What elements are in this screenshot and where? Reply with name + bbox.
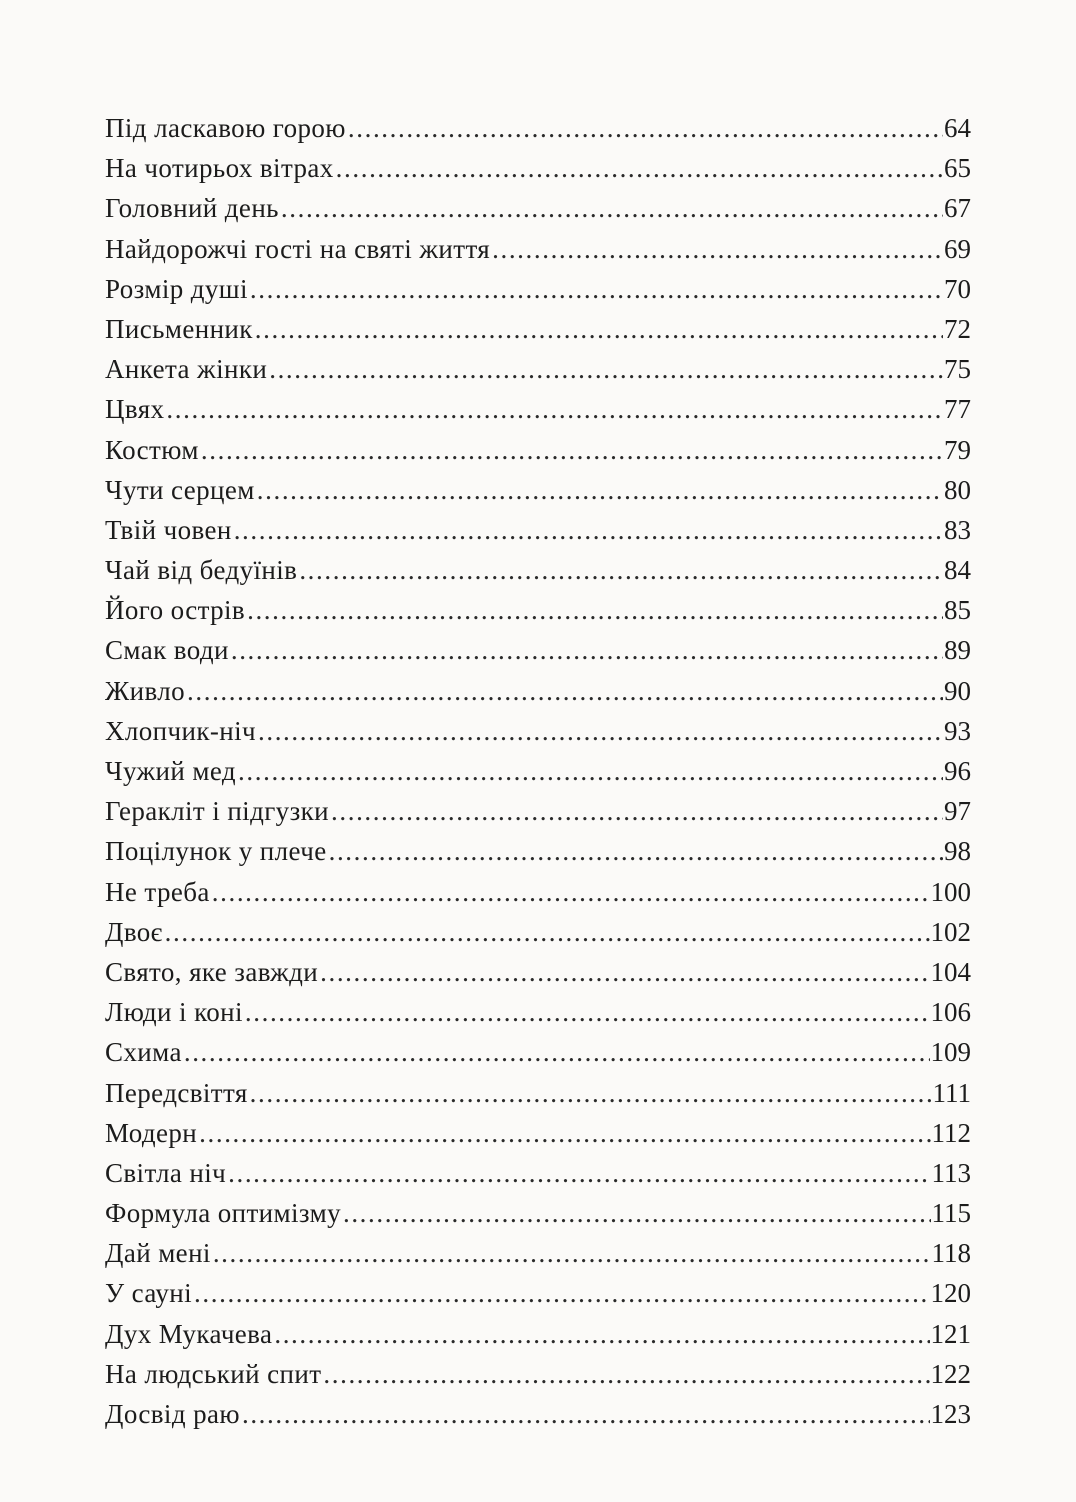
dot-leader [165,912,930,952]
toc-entry-title: Чай від бедуїнів [105,555,298,586]
toc-entry [105,1032,971,1072]
toc-entry-title: Люди і коні [105,997,243,1028]
toc-entry-title: Двоє [105,916,163,947]
toc-entry-title: Модерн [105,1117,198,1148]
toc-entry [105,751,971,791]
toc-entry [105,952,971,992]
toc-entry [105,309,971,349]
toc-entry-page-number: 75 [944,354,971,385]
toc-entry [105,831,971,871]
toc-entry-title: Світла ніч [105,1157,227,1188]
dot-leader [212,872,930,912]
toc-entry-title: Чути серцем [105,474,255,505]
toc-entry [105,389,971,429]
toc-entry-page-number: 67 [944,193,971,224]
dot-leader [166,389,943,429]
toc-entry-title: Досвід раю [105,1399,240,1429]
toc-entry-page-number: 123 [930,1399,971,1429]
dot-leader [343,1193,931,1233]
toc-entry-title: Передсвіття [105,1077,248,1108]
toc-entry-title: Його острів [105,595,246,626]
toc-entry-title: Геракліт і підгузки [105,796,330,827]
toc-entry-page-number: 111 [932,1077,971,1108]
toc-entry [105,470,971,510]
dot-leader [238,751,943,791]
toc-entry-title: Дух Мукачева [105,1318,273,1349]
toc-entry [105,1314,971,1354]
toc-entry-page-number: 96 [944,756,971,786]
toc-entry [105,1354,971,1394]
dot-leader [250,269,943,309]
dot-leader [199,1113,930,1153]
toc-entry-title: Цвях [105,394,165,425]
toc-entry [105,630,971,670]
toc-entry-page-number: 90 [944,675,971,706]
toc-entry [105,430,971,470]
toc-entry-title: Чужий мед [105,756,237,786]
toc-entry [105,872,971,912]
dot-leader [331,791,943,831]
toc-entry-page-number: 83 [944,514,971,545]
dot-leader [492,229,943,269]
toc-entry-page-number: 121 [930,1318,971,1349]
toc-entry [105,1153,971,1193]
toc-entry-title: Живло [105,675,186,706]
toc-entry [105,269,971,309]
toc-entry [105,349,971,389]
dot-leader [250,1073,932,1113]
toc-entry-title: Поцілунок у плече [105,836,327,867]
toc-entry-page-number: 80 [944,474,971,505]
toc-entry-title: Головний день [105,193,279,224]
toc-entry-title: Костюм [105,434,199,465]
toc-entry [105,992,971,1032]
toc-entry-page-number: 79 [944,434,971,465]
dot-leader [234,510,943,550]
dot-leader [194,1273,929,1313]
toc-entry-title: Дай мені [105,1238,211,1269]
toc-entry-page-number: 70 [944,273,971,304]
dot-leader [184,1032,930,1072]
toc-entry-page-number: 85 [944,595,971,626]
dot-leader [320,952,929,992]
table-of-contents [105,108,971,1434]
toc-entry-page-number: 109 [930,1037,971,1068]
dot-leader [323,1354,929,1394]
toc-entry-title: Смак води [105,635,229,666]
toc-entry [105,229,971,269]
toc-entry [105,1073,971,1113]
dot-leader [257,470,943,510]
toc-entry [105,188,971,228]
toc-entry-title: Схима [105,1037,182,1068]
toc-entry-page-number: 112 [931,1117,971,1148]
toc-entry-page-number: 97 [944,796,971,827]
toc-entry-page-number: 72 [944,313,971,344]
toc-entry-page-number: 120 [930,1278,971,1309]
toc-entry [105,791,971,831]
toc-entry-page-number: 106 [930,997,971,1028]
dot-leader [245,992,930,1032]
dot-leader [247,590,943,630]
toc-entry-title: На людський спит [105,1358,322,1389]
toc-entry-page-number: 113 [931,1157,971,1188]
dot-leader [228,1153,930,1193]
toc-entry [105,510,971,550]
toc-entry-page-number: 65 [944,153,971,184]
toc-entry [105,1113,971,1153]
toc-entry [105,1193,971,1233]
toc-entry-page-number: 69 [944,233,971,264]
toc-entry [105,711,971,751]
dot-leader [269,349,943,389]
toc-entry-page-number: 84 [944,555,971,586]
toc-entry-title: Формула оптимізму [105,1198,341,1229]
toc-entry [105,550,971,590]
toc-entry [105,1273,971,1313]
toc-entry-title: Свято, яке завжди [105,956,319,987]
toc-entry-page-number: 64 [944,113,971,143]
toc-entry-title: Не треба [105,876,210,907]
dot-leader [329,831,943,871]
toc-entry-title: На чотирьох вітрах [105,153,334,184]
toc-entry-title: Під ласкавою горою [105,113,346,143]
toc-entry-title: Хлопчик-ніч [105,715,256,746]
toc-entry-title: Розмір душі [105,273,248,304]
dot-leader [258,711,943,751]
dot-leader [274,1314,929,1354]
toc-entry [105,148,971,188]
dot-leader [187,671,943,711]
toc-entry-title: Письменник [105,313,253,344]
toc-entry-page-number: 89 [944,635,971,666]
toc-entry [105,912,971,952]
toc-entry [105,671,971,711]
toc-entry-page-number: 122 [930,1358,971,1389]
toc-entry [105,108,971,148]
toc-entry-page-number: 98 [944,836,971,867]
toc-entry [105,1233,971,1273]
toc-entry-page-number: 77 [944,394,971,425]
toc-entry-page-number: 115 [931,1198,971,1229]
dot-leader [348,108,943,148]
dot-leader [201,430,943,470]
toc-entry [105,590,971,630]
toc-entry-page-number: 93 [944,715,971,746]
dot-leader [336,148,943,188]
toc-entry-title: Твій човен [105,514,232,545]
toc-entry-page-number: 104 [930,956,971,987]
dot-leader [255,309,943,349]
dot-leader [213,1233,931,1273]
toc-entry-page-number: 102 [930,916,971,947]
toc-entry-title: У сауні [105,1278,193,1309]
toc-entry-title: Найдорожчі гості на святі життя [105,233,491,264]
toc-entry-title: Анкета жінки [105,354,268,385]
dot-leader [242,1394,930,1434]
toc-entry [105,1394,971,1434]
toc-entry-page-number: 100 [930,876,971,907]
dot-leader [281,188,943,228]
toc-entry-page-number: 118 [931,1238,971,1269]
dot-leader [231,630,943,670]
dot-leader [299,550,943,590]
